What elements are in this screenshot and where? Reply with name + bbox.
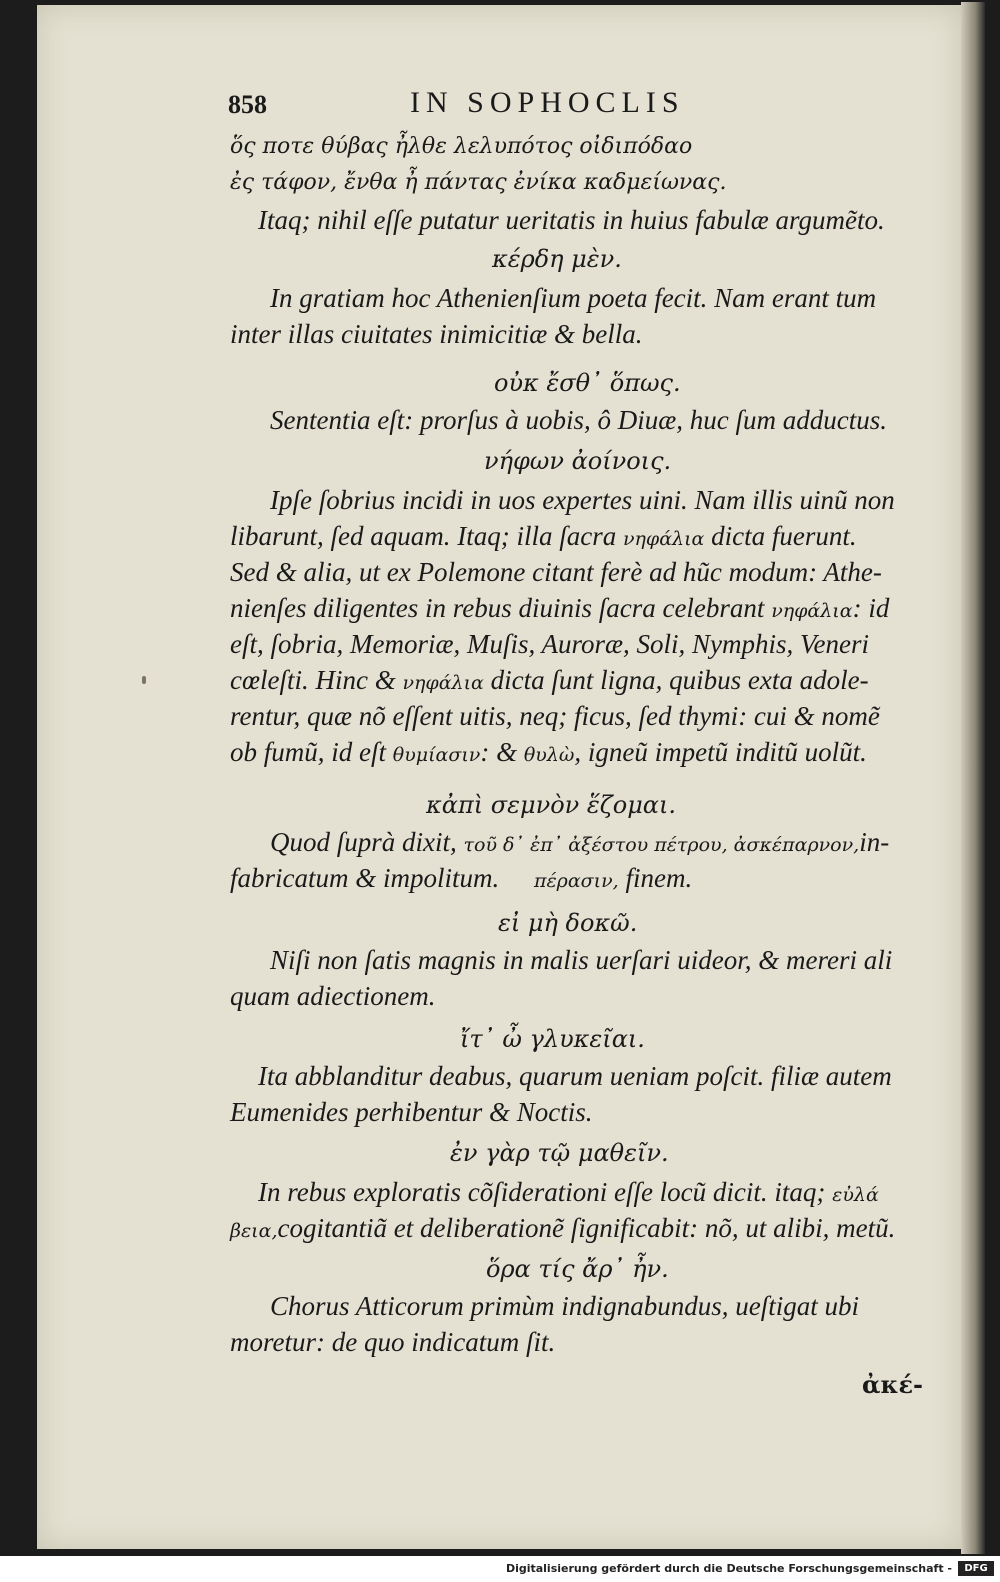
greek-lemma: ἐν γὰρ τῷ μαθεῖν. [450,1139,669,1167]
greek-verse-line: ἐς τάφον, ἔνθα ἦ πάντας ἐνίκα καδμείωνας. [230,170,727,195]
greek-lemma: ὅρα τίς ἄρ᾽ ἦν. [486,1255,669,1283]
latin-segment: Quod ſuprà dixit, [270,827,457,857]
greek-inline: νηφάλια [622,528,705,550]
text-line: Itaq; nihil eſſe putatur ueritatis in huius fabulæ argumẽto. [258,205,885,235]
latin-segment: cœleſti. Hinc & [230,665,396,695]
footer-bar [0,1556,1000,1582]
text-line: eſt, ſobria, Memoriæ, Muſis, Auroræ, Soli, Nymphis, Veneri [230,629,869,659]
greek-inline: θυλὼ [523,744,575,766]
latin-segment: dicta fuerunt. [711,521,857,551]
page-edge-shadow [961,2,985,1554]
text-line: rentur, quæ nõ eſſent uitis, neq; ficus, ſed thymi: cui & nomẽ [230,701,880,731]
dfg-logo: DFG [958,1561,994,1576]
greek-inline: πέρασιν, [534,870,619,892]
text-line [230,664,869,699]
text-line: Eumenides perhibentur & Noctis. [230,1097,593,1127]
text-line [230,862,692,897]
running-title: IN SOPHOCLIS [410,86,685,119]
latin-segment: libarunt, ſed aquam. Itaq; illa ſacra [230,521,617,551]
text-line [230,520,857,555]
text-line: Sed & alia, ut ex Polemone citant ferè ad hũc modum: Athe- [230,557,882,587]
text-line [230,1212,895,1247]
text-line: quam adiectionem. [230,981,436,1011]
text-line: Ita abblanditur deabus, quarum ueniam poſcit. filiæ autem [258,1061,892,1091]
greek-inline: θυμίασιν [392,744,481,766]
catchword: ἀκέ- [862,1370,924,1399]
greek-lemma: κέρδη μὲν. [492,245,622,273]
text-line: In gratiam hoc Athenienſium poeta fecit. Nam erant tum [270,283,877,313]
text-line: inter illas ciuitates inimicitiæ & bella. [230,319,643,349]
latin-segment: finem. [625,863,693,893]
greek-lemma: οὐκ ἔσθ᾽ ὅπως. [494,369,681,397]
latin-segment: ob fumũ, id eſt [230,737,386,767]
latin-segment: : id [852,593,890,623]
text-line: moretur: de quo indicatum ſit. [230,1327,556,1357]
latin-segment: In rebus exploratis cõſiderationi eſſe locũ dicit. itaq; [258,1177,826,1207]
text-line: Sententia eſt: prorſus à uobis, ô Diuæ, huc ſum adductus. [270,405,887,435]
latin-segment: : & [480,737,518,767]
text-line: Ipſe ſobrius incidi in uos expertes uini. Nam illis uinũ non [270,485,895,515]
greek-verse-line: ὅς ποτε θύβας ἦλθε λελυπότος οἰδιπόδαο [230,134,693,159]
text-line: Chorus Atticorum primùm indignabundus, ueſtigat ubi [270,1291,860,1321]
greek-inline: βεια, [230,1220,278,1242]
latin-segment: in- [859,827,890,857]
page-number: 858 [228,90,267,119]
latin-segment: fabricatum & impolitum. [230,863,500,893]
latin-segment: dicta ſunt ligna, quibus exta adole- [490,665,869,695]
text-line [230,736,867,771]
text-line [230,592,889,627]
greek-inline: τοῦ δ᾽ ἐπ᾽ ἀξέστου πέτρου, ἀσκέπαρνον, [463,834,860,856]
greek-lemma: νήφων ἀοίνοις. [484,447,672,475]
greek-inline: νηφάλια [771,600,853,622]
latin-segment: cogitantiã et deliberationẽ ſignificabit: nõ, ut alibi, metũ. [277,1213,896,1243]
paper-spot [142,676,146,684]
text-line: Niſi non ſatis magnis in malis uerſari uideor, & mereri ali [270,945,893,975]
greek-lemma: ἴτ᾽ ὦ γλυκεῖαι. [460,1025,645,1053]
text-line [270,826,889,861]
greek-inline: νηφάλια [402,672,484,694]
latin-segment: nienſes diligentes in rebus diuinis ſacra celebrant [230,593,765,623]
text-line [258,1176,879,1211]
latin-segment: , igneũ impetũ inditũ uolũt. [574,737,867,767]
greek-inline: εὐλά [832,1184,879,1206]
greek-lemma: κἀπὶ σεμνὸν ἕζομαι. [426,791,677,819]
funding-credit: Digitalisierung gefördert durch die Deutsche Forschungsgemeinschaft - [505,1562,952,1575]
greek-lemma: εἰ μὴ δοκῶ. [498,909,638,937]
